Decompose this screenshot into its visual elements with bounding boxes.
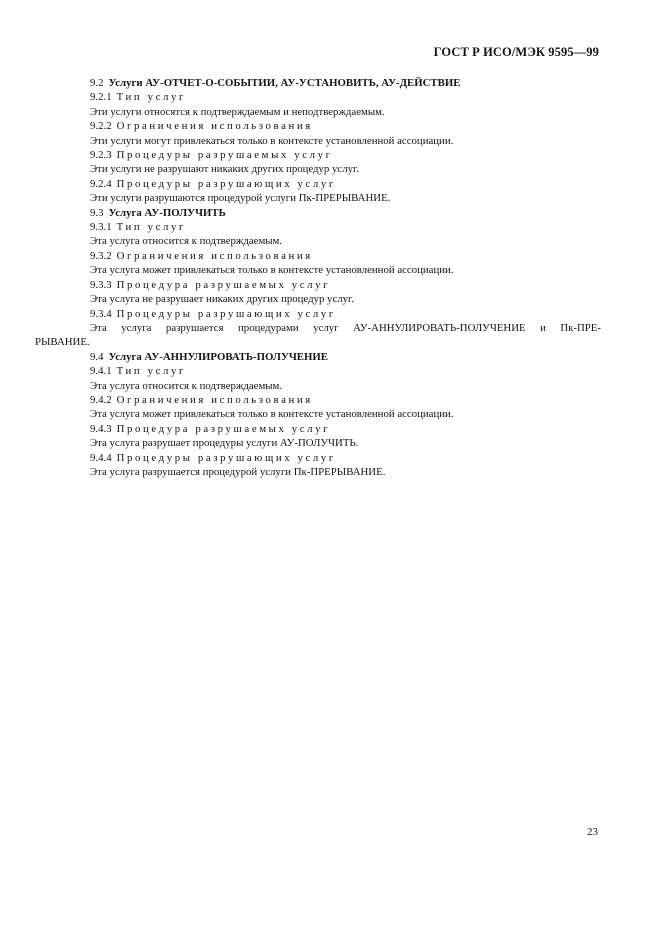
paragraph: Эта услуга может привлекаться только в контексте установленной ассоциации. (90, 408, 454, 421)
subsection-number: 9.2.2 (90, 120, 112, 133)
subsection-number: 9.2.1 (90, 91, 112, 104)
page-number: 23 (587, 826, 598, 838)
subsection-heading (35, 90, 601, 104)
subsection-number: 9.4.2 (90, 393, 112, 406)
subsection-number: 9.4.1 (90, 365, 112, 378)
subsection-heading (35, 364, 601, 378)
subsection-title: Процедура разрушаемых услуг (116, 278, 331, 291)
subsection-title: Процедуры разрушаемых услуг (116, 149, 333, 162)
subsection-title: Тип услуг (116, 365, 186, 378)
paragraph: Эта услуга разрушается процедурой услуги Пк-ПРЕРЫВАНИЕ. (90, 465, 386, 478)
section-number: 9.4 (90, 350, 104, 363)
section-number: 9.3 (90, 206, 104, 219)
subsection-number: 9.2.3 (90, 149, 112, 162)
paragraph: Эти услуги относятся к подтверждаемым и неподтверждаемым. (90, 105, 385, 118)
document-body (35, 76, 601, 479)
paragraph: Эти услуги разрушаются процедурой услуги Пк-ПРЕРЫВАНИЕ. (90, 192, 391, 205)
section-heading-9-3 (35, 206, 601, 220)
subsection-title: Тип услуг (116, 91, 186, 104)
subsection-heading (35, 148, 601, 162)
subsection-heading (35, 249, 601, 263)
subsection-title: Ограничения использования (116, 393, 313, 406)
subsection-title: Ограничения использования (116, 120, 313, 133)
paragraph: Эта услуга может привлекаться только в контексте установленной ассоциации. (90, 264, 454, 277)
subsection-heading (35, 278, 601, 292)
paragraph: Эта услуга относится к подтверждаемым. (90, 235, 283, 248)
subsection-number: 9.3.4 (90, 307, 112, 320)
section-title: Услуга АУ-АННУЛИРОВАТЬ-ПОЛУЧЕНИЕ (108, 350, 328, 363)
subsection-number: 9.3.1 (90, 221, 112, 234)
paragraph: Эти услуги не разрушают никаких других процедур услуг. (90, 163, 359, 176)
subsection-title: Процедуры разрушающих услуг (116, 307, 336, 320)
subsection-number: 9.4.3 (90, 422, 112, 435)
subsection-heading (35, 422, 601, 436)
subsection-title: Процедуры разрушающих услуг (116, 177, 336, 190)
subsection-title: Процедуры разрушающих услуг (116, 451, 336, 464)
paragraph-continuation: РЫВАНИЕ. (35, 336, 90, 349)
subsection-number: 9.3.3 (90, 278, 112, 291)
subsection-title: Процедура разрушаемых услуг (116, 422, 331, 435)
subsection-number: 9.3.2 (90, 249, 112, 262)
paragraph: Эта услуга разрушает процедуры услуги АУ-ПОЛУЧИТЬ. (90, 437, 359, 450)
subsection-heading (35, 451, 601, 465)
document-header: ГОСТ Р ИСО/МЭК 9595—99 (433, 45, 599, 59)
paragraph: Эта услуга относится к подтверждаемым. (90, 379, 283, 392)
section-heading-9-4 (35, 350, 601, 364)
subsection-heading (35, 393, 601, 407)
subsection-heading (35, 307, 601, 321)
subsection-number: 9.2.4 (90, 177, 112, 190)
section-title: Услуги АУ-ОТЧЕТ-О-СОБЫТИИ, АУ-УСТАНОВИТЬ, АУ-ДЕЙСТВИЕ (108, 77, 461, 89)
subsection-title: Ограничения использования (116, 249, 313, 262)
section-number: 9.2 (90, 77, 104, 89)
paragraph: Эти услуги могут привлекаться только в контексте установленной ассоциации. (90, 134, 454, 147)
paragraph: Эта услуга разрушается процедурами услуг АУ-АННУЛИРОВАТЬ-ПОЛУЧЕНИЕ и Пк-ПРЕ- (90, 321, 601, 334)
subsection-heading (35, 220, 601, 234)
subsection-heading (35, 119, 601, 133)
paragraph: Эта услуга не разрушает никаких других процедур услуг. (90, 293, 354, 306)
section-title: Услуга АУ-ПОЛУЧИТЬ (108, 206, 226, 219)
section-heading-9-2 (35, 76, 601, 90)
subsection-heading (35, 177, 601, 191)
subsection-number: 9.4.4 (90, 451, 112, 464)
subsection-title: Тип услуг (116, 221, 186, 234)
